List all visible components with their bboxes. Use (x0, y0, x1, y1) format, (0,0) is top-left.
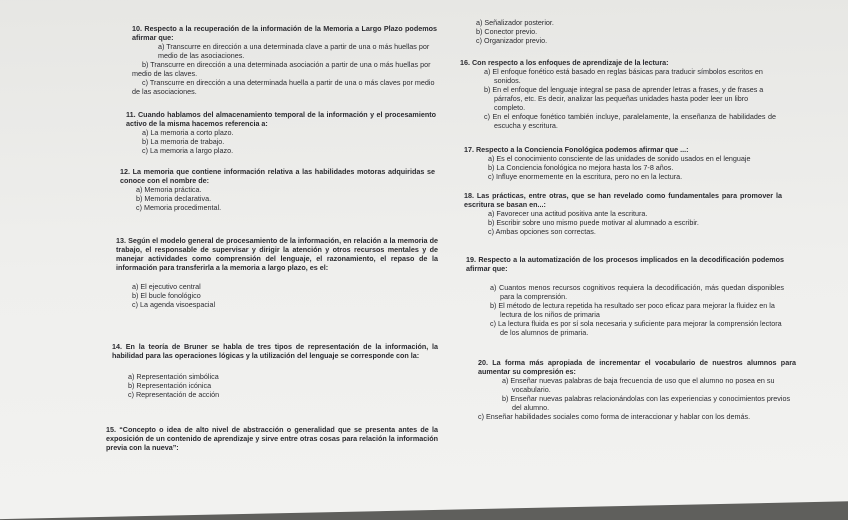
question-19-option-c: c) La lectura fluida es por sí sola necesaria y suficiente para mejorar la comprensión lectora de los alumnos de primaria. (490, 319, 782, 337)
question-16-title: 16. Con respecto a los enfoques de aprendizaje de la lectura: (460, 58, 669, 67)
question-10-option-a: a) Transcurre en dirección a una determinada clave a partir de una o más huellas por medio de las asociaciones. (158, 42, 430, 60)
question-15-option-a: a) Señalizador posterior. (476, 18, 554, 27)
question-20-option-a: a) Enseñar nuevas palabras de baja frecuencia de uso que el alumno no posea en su vocabulario. (502, 376, 775, 394)
question-13-option-c: c) La agenda visoespacial (132, 300, 216, 309)
question-16-option-c: c) En el enfoque fonético también incluye, paralelamente, la enseñanza de habilidades de escucha y escritura. (484, 112, 776, 130)
question-11-option-a: a) La memoria a corto plazo. (142, 128, 234, 137)
question-10-option-c: c) Transcurre en dirección a una determinada huella a partir de una o más claves por medio de las asociaciones. (132, 78, 435, 96)
question-20-option-b: b) Enseñar nuevas palabras relacionándolas con las experiencias y conocimientos previos del alumno. (502, 394, 791, 412)
question-11 (126, 110, 436, 155)
question-12-option-a: a) Memoria práctica. (136, 185, 202, 194)
question-15-option-b: b) Conector previo. (476, 27, 538, 36)
question-13-title: 13. Según el modelo general de procesamiento de la información, en relación a la memoria de trabajo, el responsable de supervisar y dirigir la atención y otros recursos mentales y de manejar actividades como comprensión del lenguaje, el razonamiento, el repaso de la información para transferirla a la memoria a largo plazo, es el: (116, 236, 438, 272)
question-15 (106, 425, 438, 452)
question-17-option-a: a) Es el conocimiento consciente de las unidades de sonido usados en el lenguaje (488, 154, 751, 163)
question-18-option-b: b) Escribir sobre uno mismo puede motivar al alumnado a escribir. (488, 218, 699, 227)
question-15-options (476, 18, 776, 45)
question-16-option-b: b) En el enfoque del lenguaje integral se pasa de aprender letras a frases, y de frases a párrafos, etc. Es decir, analizar las pequeñas unidades hasta poder leer un libro completo. (484, 85, 764, 112)
question-16 (460, 58, 776, 130)
question-19-option-b: b) El método de lectura repetida ha resultado ser poco eficaz para mejorar la fluidez en la lectura de los niños de primaria (490, 301, 775, 319)
question-11-title: 11. Cuando hablamos del almacenamiento temporal de la información y el procesamiento activo de la misma hacemos referencia a: (126, 110, 436, 128)
question-18-option-c: c) Ambas opciones son correctas. (488, 227, 596, 236)
question-20-option-c: c) Enseñar habilidades sociales como forma de interaccionar y hablar con los demás. (478, 412, 751, 421)
question-19-title: 19. Respecto a la automatización de los procesos implicados en la decodificación podemos afirmar que: (466, 255, 784, 273)
question-17 (464, 145, 780, 181)
question-14-option-a: a) Representación simbólica (128, 372, 219, 381)
question-16-option-a: a) El enfoque fonético está basado en reglas básicas para traducir símbolos escritos en sonidos. (484, 67, 763, 85)
question-12-option-b: b) Memoria declarativa. (136, 194, 212, 203)
question-10-option-b: b) Transcurre en dirección a una determinada asociación a partir de una o más huellas por medio de las claves. (132, 60, 431, 78)
question-12 (120, 167, 435, 212)
question-11-option-b: b) La memoria de trabajo. (142, 137, 225, 146)
question-17-option-c: c) Influye enormemente en la escritura, pero no en la lectura. (488, 172, 683, 181)
question-18 (464, 191, 782, 236)
question-11-option-c: c) La memoria a largo plazo. (142, 146, 234, 155)
question-10-title: 10. Respecto a la recuperación de la información de la Memoria a Largo Plazo podemos afirmar que: (132, 24, 437, 42)
question-10 (132, 24, 437, 96)
question-18-option-a: a) Favorecer una actitud positiva ante la escritura. (488, 209, 648, 218)
question-18-title: 18. Las prácticas, entre otras, que se han revelado como fundamentales para promover la escritura se basan en...: (464, 191, 782, 209)
question-14-title: 14. En la teoría de Bruner se habla de tres tipos de representación de la información, la habilidad para las operaciones lógicas y la utilización del lenguaje se corresponde con la: (112, 342, 438, 360)
question-12-option-c: c) Memoria procedimental. (136, 203, 222, 212)
question-13 (116, 236, 438, 309)
question-14-option-b: b) Representación icónica (128, 381, 212, 390)
question-17-option-b: b) La Conciencia fonológica no mejora hasta los 7-8 años. (488, 163, 674, 172)
question-19 (466, 255, 784, 337)
question-20-title: 20. La forma más apropiada de incrementar el vocabulario de nuestros alumnos para aumentar su compresión es: (478, 358, 796, 376)
question-17-title: 17. Respecto a la Conciencia Fonológica podemos afirmar que ...: (464, 145, 689, 154)
question-15-option-c: c) Organizador previo. (476, 36, 548, 45)
question-15-title: 15. “Concepto o idea de alto nivel de abstracción o generalidad que se presenta antes de la exposición de un contenido de aprendizaje y sirve entre otras cosas para relación la información previa con la nueva”: (106, 425, 438, 452)
question-19-option-a: a) Cuantos menos recursos cognitivos requiera la decodificación, más quedan disponibles para la comprensión. (490, 283, 784, 301)
question-14 (112, 342, 438, 399)
question-12-title: 12. La memoria que contiene información relativa a las habilidades motoras adquiridas se conoce con el nombre de: (120, 167, 435, 185)
question-14-option-c: c) Representación de acción (128, 390, 220, 399)
question-20 (478, 358, 796, 421)
question-13-option-b: b) El bucle fonológico (132, 291, 201, 300)
question-13-option-a: a) El ejecutivo central (132, 282, 201, 291)
